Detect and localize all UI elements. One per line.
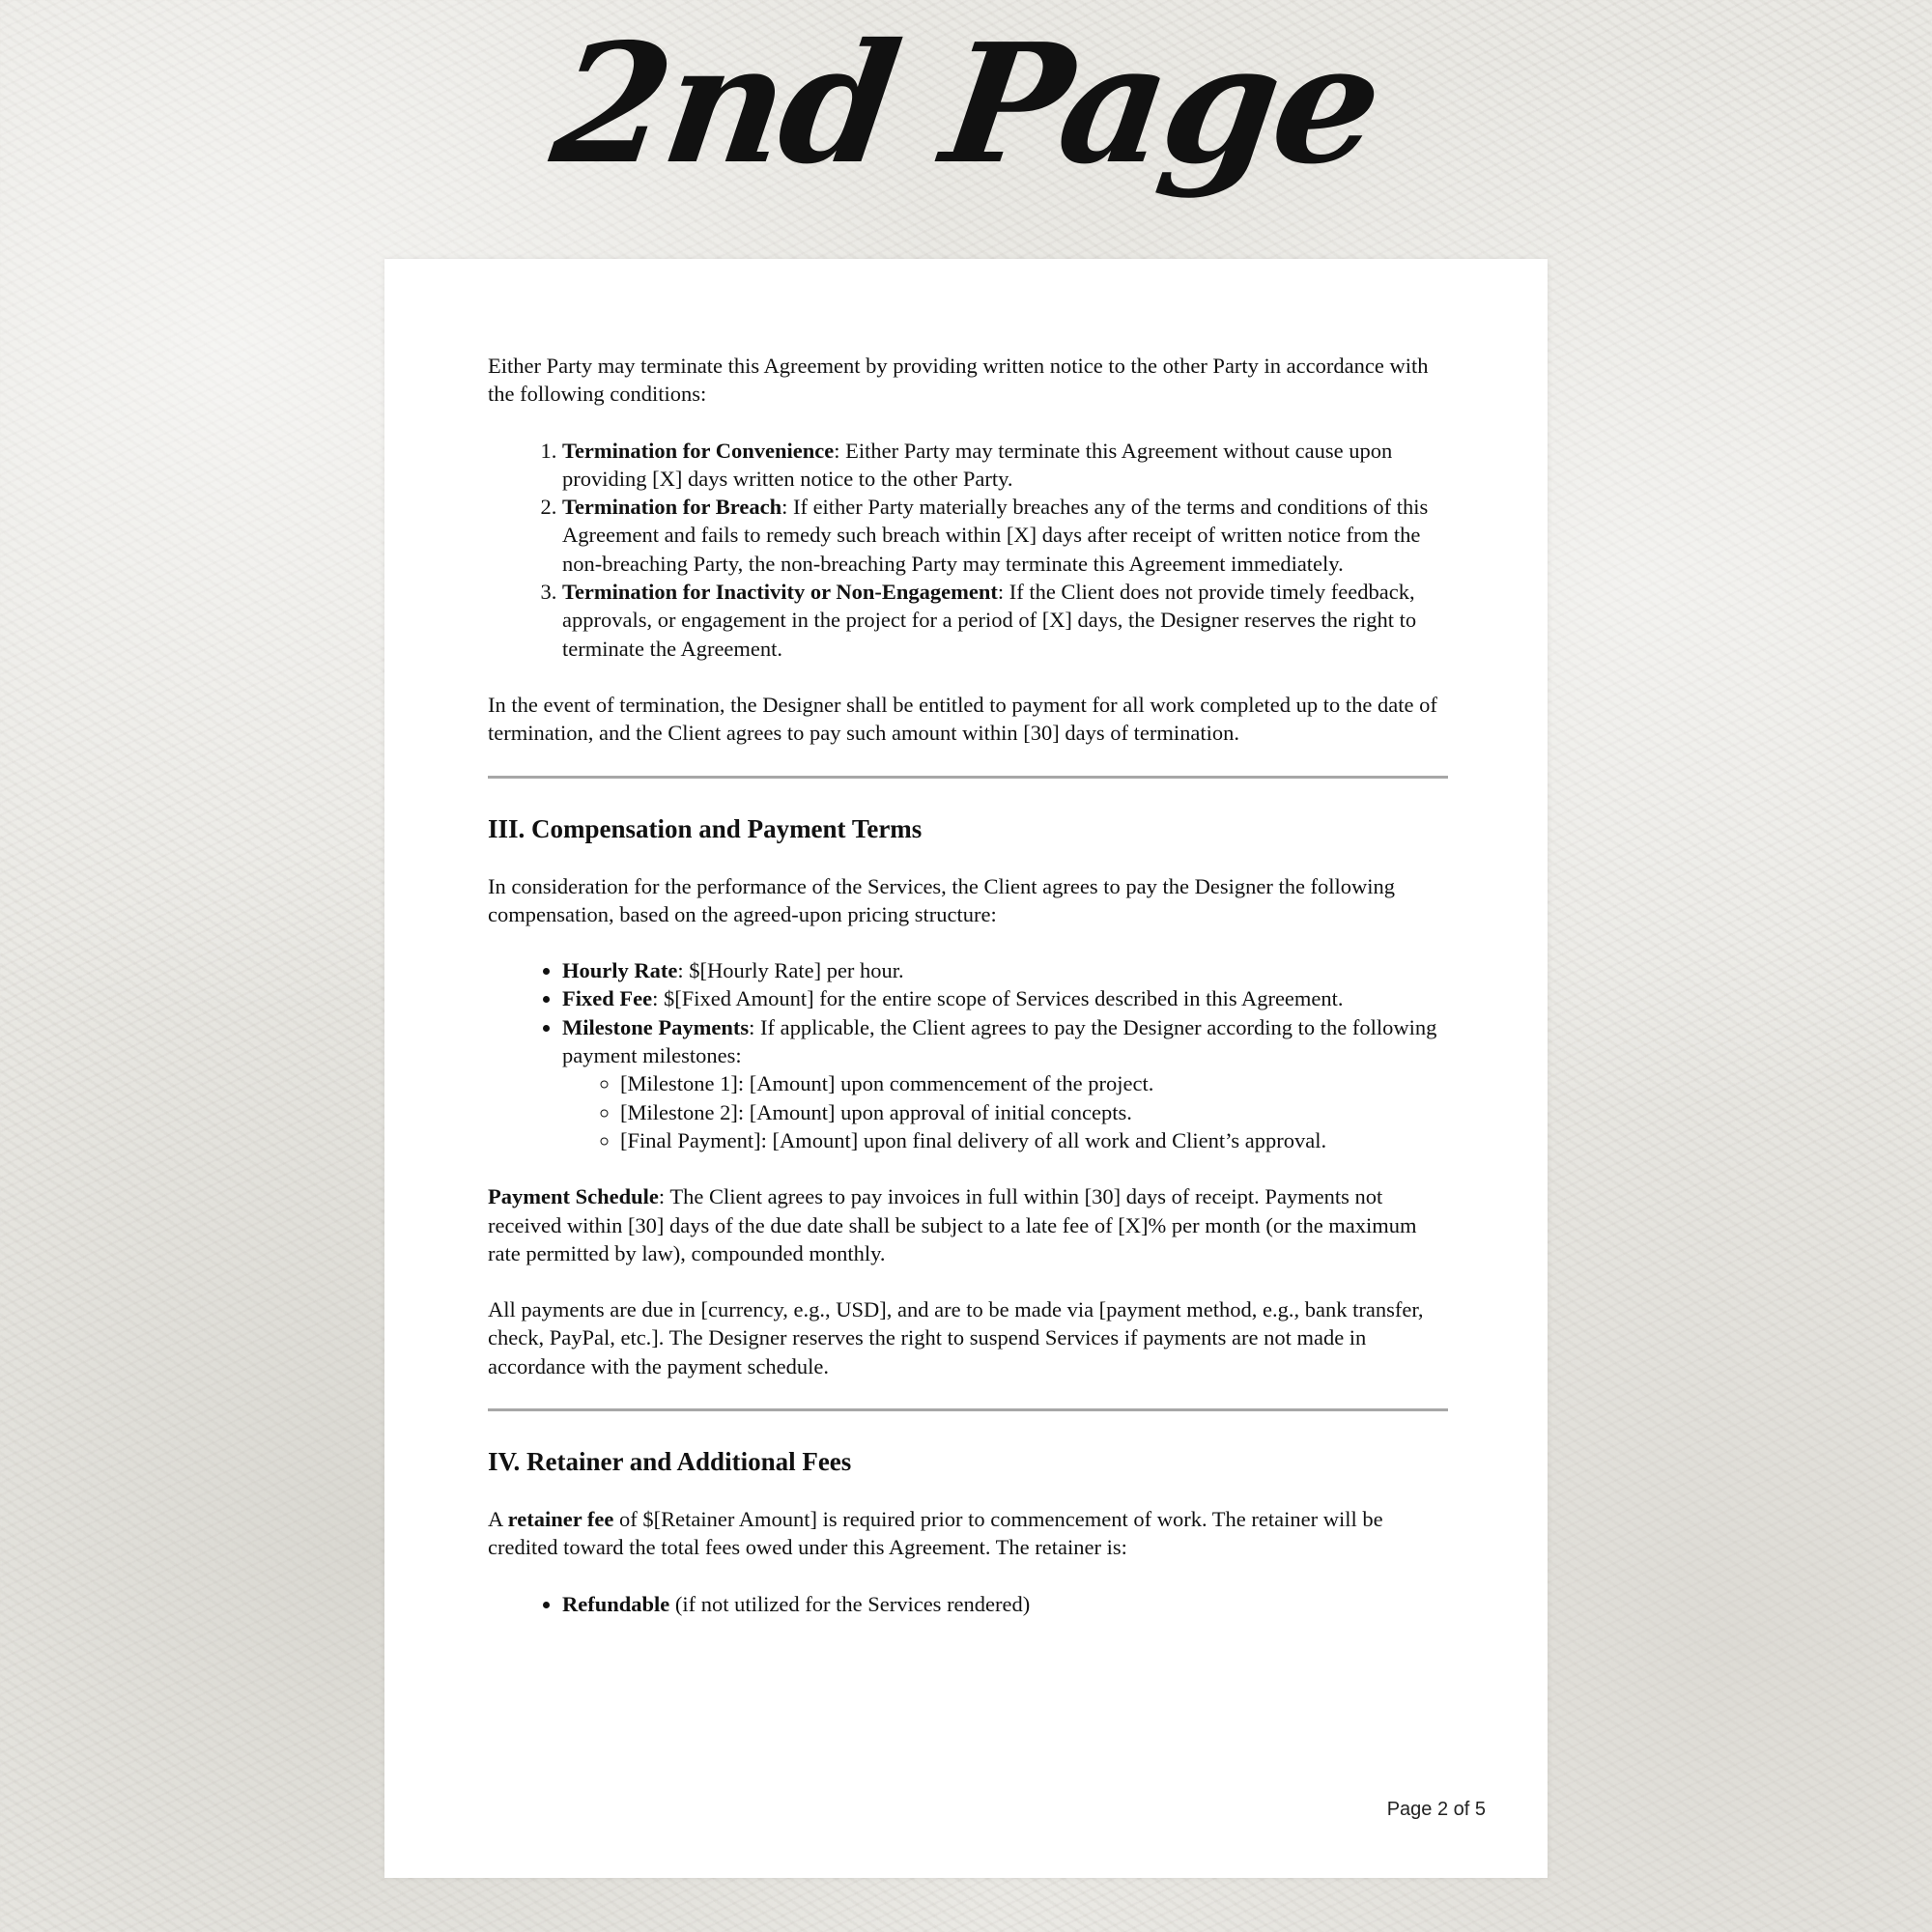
list-item: 2. Termination for Breach: If either Party materially breaches any of the terms and conditions of this Agreement and fails to remedy such breach within [X] days after receipt of written notice from the non-breaching Party, the non-breaching Party may terminate this Agreement immediately.	[562, 493, 1448, 578]
list-item: ◦ [Milestone 2]: [Amount] upon approval of initial concepts.	[620, 1098, 1448, 1126]
document-page	[384, 259, 1548, 1878]
list-item: ◦ [Milestone 1]: [Amount] upon commencement of the project.	[620, 1069, 1448, 1097]
list-item: • Hourly Rate: $[Hourly Rate] per hour.	[562, 956, 1448, 984]
termination-closing: In the event of termination, the Designer shall be entitled to payment for all work completed up to the date of termination, and the Client agrees to pay such amount within [30] days of termination.	[488, 692, 1437, 746]
list-item: • Milestone Payments: If applicable, the Client agrees to pay the Designer according to the following payment milestones: ◦ [Milestone 1]: [Amount] upon commencement of the project. ◦ [Milestone 2]: [Amount] upon approval of initial concepts. ◦ [Final Payment]: [Amount] upon final delivery of all work and Client’s approval.	[562, 1013, 1448, 1154]
termination-list	[488, 437, 1448, 663]
list-item: 1. Termination for Convenience: Either Party may terminate this Agreement without cause upon providing [X] days written notice to the other Party.	[562, 437, 1448, 494]
compensation-intro: In consideration for the performance of the Services, the Client agrees to pay the Designer the following compensation, based on the agreed-upon pricing structure:	[488, 873, 1396, 926]
document-body	[488, 352, 1448, 1646]
section-divider	[488, 776, 1448, 779]
payment-currency: All payments are due in [currency, e.g., USD], and are to be made via [payment method, e.g., bank transfer, check, PayPal, etc.]. The Designer reserves the right to suspend Services if payments are not made in accordance with the payment schedule.	[488, 1297, 1424, 1378]
section-divider	[488, 1408, 1448, 1411]
list-item: • Fixed Fee: $[Fixed Amount] for the entire scope of Services described in this Agreement.	[562, 984, 1448, 1012]
page-banner-title: 2nd Page	[542, 8, 1390, 201]
milestone-list	[562, 1069, 1448, 1154]
list-item: 3. Termination for Inactivity or Non-Engagement: If the Client does not provide timely feedback, approvals, or engagement in the project for a period of [X] days, the Designer reserves the right to terminate the Agreement.	[562, 578, 1448, 663]
list-item: ◦ [Final Payment]: [Amount] upon final delivery of all work and Client’s approval.	[620, 1126, 1448, 1154]
payment-schedule: Payment Schedule: The Client agrees to pay invoices in full within [30] days of receipt. Payments not received within [30] days of the due date shall be subject to a late fee of [X]% per month (or the maximum rate permitted by law), compounded monthly.	[488, 1184, 1417, 1265]
section-heading-compensation: III. Compensation and Payment Terms	[488, 813, 923, 843]
compensation-list	[488, 956, 1448, 1154]
section-heading-retainer: IV. Retainer and Additional Fees	[488, 1447, 852, 1477]
page-number: Page 2 of 5	[1386, 1799, 1486, 1820]
retainer-list	[488, 1590, 1448, 1618]
termination-intro: Either Party may terminate this Agreement by providing written notice to the other Party in accordance with the following conditions:	[488, 354, 1429, 407]
retainer-intro: A retainer fee of $[Retainer Amount] is required prior to commencement of work. The retainer will be credited toward the total fees owed under this Agreement. The retainer is:	[488, 1507, 1383, 1560]
list-item: • Refundable (if not utilized for the Services rendered)	[562, 1590, 1448, 1618]
